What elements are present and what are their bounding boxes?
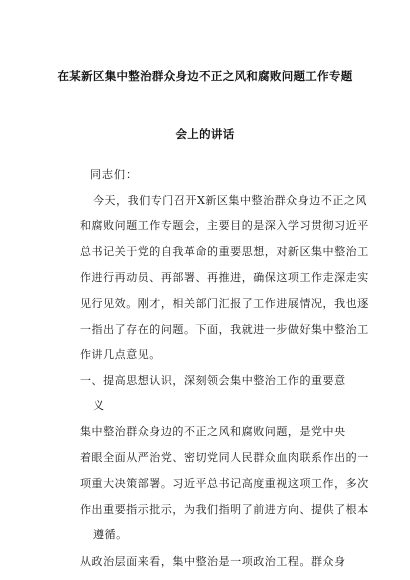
- body-line: 集中整治群众身边的不正之风和腐败问题，是党中央: [80, 425, 346, 438]
- body-line: 作进行再动员、再部署、再推进，确保这项工作走深走实: [80, 271, 369, 284]
- body-line: 着眼全面从严治党、密切党同人民群众血肉联系作出的一: [80, 451, 369, 464]
- section-heading: 一、提高思想认识，深刻领会集中整治工作的重要意: [80, 374, 346, 387]
- body-line: 和腐败问题工作专题会，主要目的是深入学习贯彻习近平: [80, 219, 369, 232]
- body-line: 作讲几点意见。: [80, 348, 161, 361]
- body-line: 遵循。: [93, 528, 128, 541]
- body-line: 今天，我们专门召开X新区集中整治群众身边不正之风: [93, 194, 368, 207]
- document-title-line-2: 会上的讲话: [175, 127, 235, 141]
- body-line: 一指出了存在的问题。下面，我就进一步做好集中整治工: [80, 323, 369, 336]
- body-line: 作出重要指示批示，为我们指明了前进方向、提供了根本: [80, 503, 369, 516]
- section-heading-continuation: 义: [93, 399, 105, 412]
- body-line: 从政治层面来看，集中整治是一项政治工程。群众身: [80, 555, 346, 568]
- greeting: 同志们：: [90, 168, 138, 181]
- body-line: 总书记关于党的自我革命的重要思想，对新区集中整治工: [80, 245, 369, 258]
- document-title-line-1: 在某新区集中整治群众身边不正之风和腐败问题工作专题: [57, 69, 353, 83]
- body-line: 项重大决策部署。习近平总书记高度重视这项工作，多次: [80, 477, 369, 490]
- body-line: 见行见效。刚才，相关部门汇报了工作进展情况，我也逐: [80, 297, 369, 310]
